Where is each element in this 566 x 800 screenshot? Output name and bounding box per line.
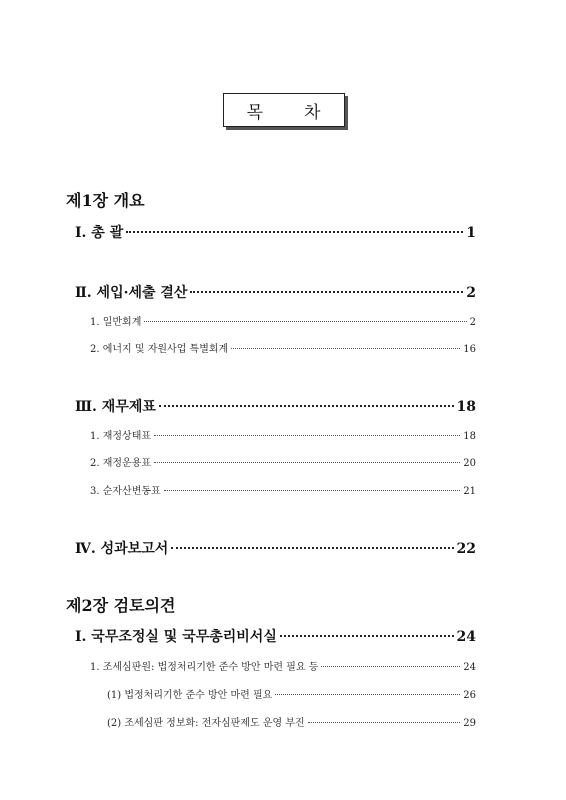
toc-entry-page: 22 [456,541,476,557]
toc-entry-label: 3. 순자산변동표 [90,486,161,497]
toc-entry-section[interactable] [75,282,476,302]
toc-entry-subsection[interactable] [90,340,476,355]
toc-entry-label: Ⅰ. 총 괄 [75,225,124,241]
dot-leader [308,722,461,723]
toc-entry-section[interactable] [75,538,476,558]
toc-entry-page: 2 [466,285,476,301]
toc-entry-section[interactable] [75,626,476,646]
toc-entry-page: 2 [469,317,476,328]
toc-entry-section[interactable] [75,396,476,416]
dot-leader [275,694,460,695]
toc-entry-page: 16 [463,344,476,355]
dot-leader [280,635,454,637]
toc-entry-label: 2. 에너지 및 자원사업 특별회계 [90,344,229,355]
toc-entry-subsubsection[interactable] [107,686,476,701]
dot-leader [190,291,463,293]
toc-title-part1: 목 [246,102,264,123]
toc-title-part2: 차 [304,102,322,123]
toc-entry-page: 29 [463,718,476,729]
toc-entry-page: 24 [456,629,476,645]
toc-entry-label: Ⅰ. 국무조정실 및 국무총리비서실 [75,629,277,645]
toc-entry-page: 24 [463,662,476,673]
chapter-2-heading: 제2장 검토의견 [66,596,176,615]
toc-entry-page: 26 [463,690,476,701]
toc-entry-label: Ⅲ. 재무제표 [75,399,156,415]
toc-entry-label: 1. 일반회계 [90,317,142,328]
toc-title [223,93,345,127]
dot-leader [171,547,453,549]
dot-leader [154,462,460,463]
toc-entry-subsection[interactable] [90,313,476,328]
toc-entry-page: 1 [466,225,476,241]
toc-entry-label: Ⅳ. 성과보고서 [75,541,169,557]
toc-entry-label: (1) 법정처리기한 준수 방안 마련 필요 [107,690,273,701]
toc-entry-subsection[interactable] [90,482,476,497]
dot-leader [144,321,466,322]
toc-entry-label: Ⅱ. 세입·세출 결산 [75,285,188,301]
dot-leader [164,490,461,491]
toc-entry-section[interactable] [75,222,476,242]
toc-entry-label: 2. 재정운용표 [90,458,152,469]
toc-entry-page: 18 [463,431,476,442]
toc-entry-page: 20 [463,458,476,469]
toc-entry-label: 1. 조세심판원: 법정처리기한 준수 방안 마련 필요 등 [90,662,319,673]
toc-entry-subsection[interactable] [90,427,476,442]
dot-leader [159,405,454,407]
toc-entry-subsection[interactable] [90,658,476,673]
dot-leader [321,666,460,667]
toc-entry-label: 1. 재정상태표 [90,431,152,442]
toc-entry-subsection[interactable] [90,454,476,469]
dot-leader [154,435,460,436]
toc-entry-page: 21 [463,486,476,497]
toc-entry-label: (2) 조세심판 정보화: 전자심판제도 운영 부진 [107,718,305,729]
chapter-1-heading: 제1장 개요 [66,191,145,210]
dot-leader [126,231,463,233]
toc-entry-page: 18 [456,399,476,415]
toc-entry-subsubsection[interactable] [107,714,476,729]
dot-leader [231,348,460,349]
